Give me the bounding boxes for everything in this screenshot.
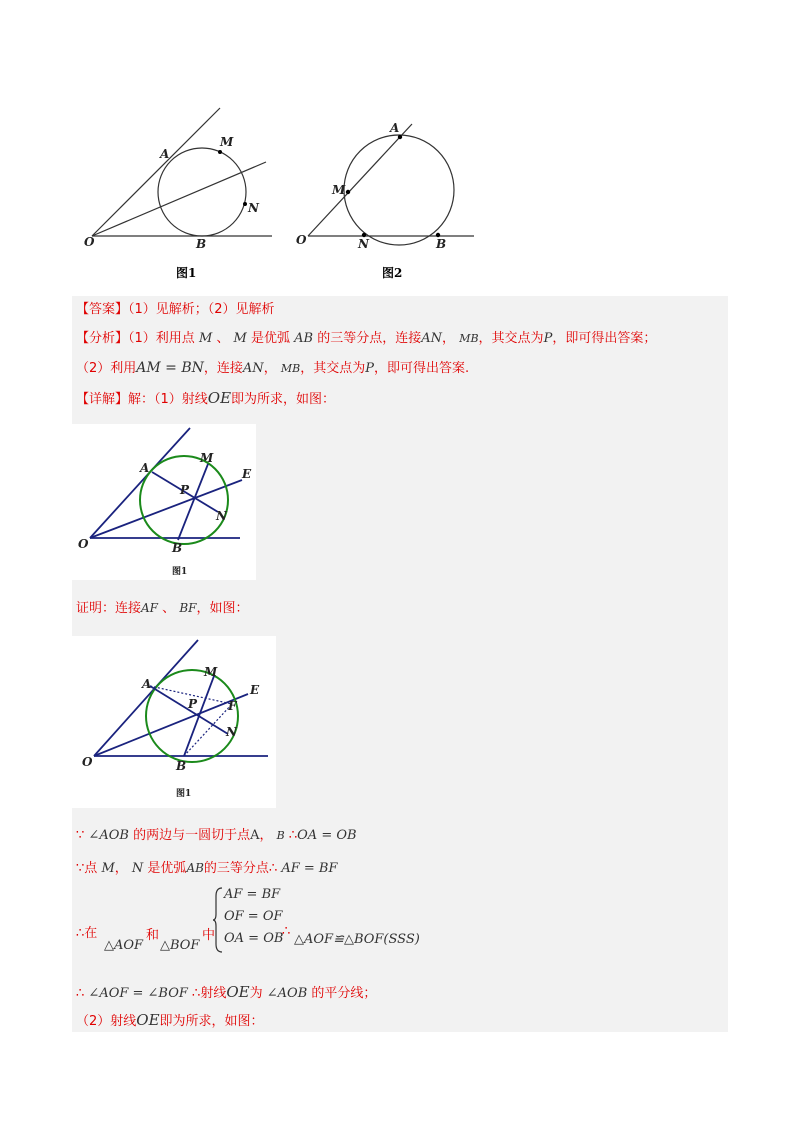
equation-system: AF = BF OF = OF OA = OB [224,887,284,946]
triangle-aof-label: △AOF [104,938,144,953]
part-2-line: （2）射线OE即为所求，如图： [76,1011,264,1029]
label-b: B [196,237,207,251]
label-n: N [248,201,259,215]
label-m: M [332,183,346,197]
label-o: O [84,235,95,249]
proof-line: 证明：连接AF 、 BF，如图： [76,601,249,616]
proof-step-2: ∵点 M， N 是优弧AB的三等分点∴ AF = BF [76,861,338,876]
label-f: F [228,699,237,713]
label-o: O [296,233,307,247]
label-b: B [436,237,447,251]
top-fig1-caption: 图1 [176,266,197,280]
label-m: M [200,451,214,465]
label-o: O [82,755,93,769]
solution-figure-2 [72,636,276,808]
sol-fig2-caption: 图1 [176,789,192,799]
proof-step-3-left: ∴在 [76,926,98,941]
top-figure-2 [290,118,480,258]
sol-fig1-caption: 图1 [172,567,188,577]
system-brace [212,886,224,954]
label-a: A [142,677,152,691]
label-e: E [242,467,252,481]
analysis-line-2: （2）利用AM = BN，连接AN， MB，其交点为P，即可得出答案. [76,360,470,376]
proof-step-1: ∵ ∠AOB 的两边与一圆切于点A， B ∴OA = OB [76,828,357,843]
he-label: 和 [146,928,160,943]
label-a: A [390,121,400,135]
label-n: N [216,509,227,523]
label-p: P [180,483,190,497]
label-m: M [204,665,218,679]
label-b: B [172,541,183,555]
answer-line: 【答案】（1）见解析；（2）见解析 [76,302,275,317]
label-n: N [226,725,237,739]
top-fig2-caption: 图2 [382,266,403,280]
label-n: N [358,237,369,251]
label-m: M [220,135,234,149]
congruence-result: △AOF≌△BOF(SSS) [294,932,420,947]
label-a: A [140,461,150,475]
label-o: O [78,537,89,551]
label-b: B [176,759,187,773]
label-a: A [160,147,170,161]
proof-step-4: ∴ ∠AOF = ∠BOF ∴射线OE为 ∠AOB 的平分线； [76,983,377,1001]
solution-figure-2-box [72,636,276,808]
label-p: P [188,697,198,711]
triangle-bof-label: △BOF [160,938,200,953]
detail-line: 【详解】解：（1）射线OE即为所求，如图： [76,389,336,407]
therefore-symbol: ∴ [282,924,291,939]
zhong-label: 中 [202,928,216,943]
label-e: E [250,683,260,697]
analysis-line-1: 【分析】（1）利用点 M 、 M 是优弧 AB 的三等分点，连接AN， MB，其交点为P，即可得出答案； [76,331,657,346]
top-figure-1 [80,100,280,260]
solution-figure-1-box [72,424,256,580]
solution-figure-1 [72,424,256,580]
